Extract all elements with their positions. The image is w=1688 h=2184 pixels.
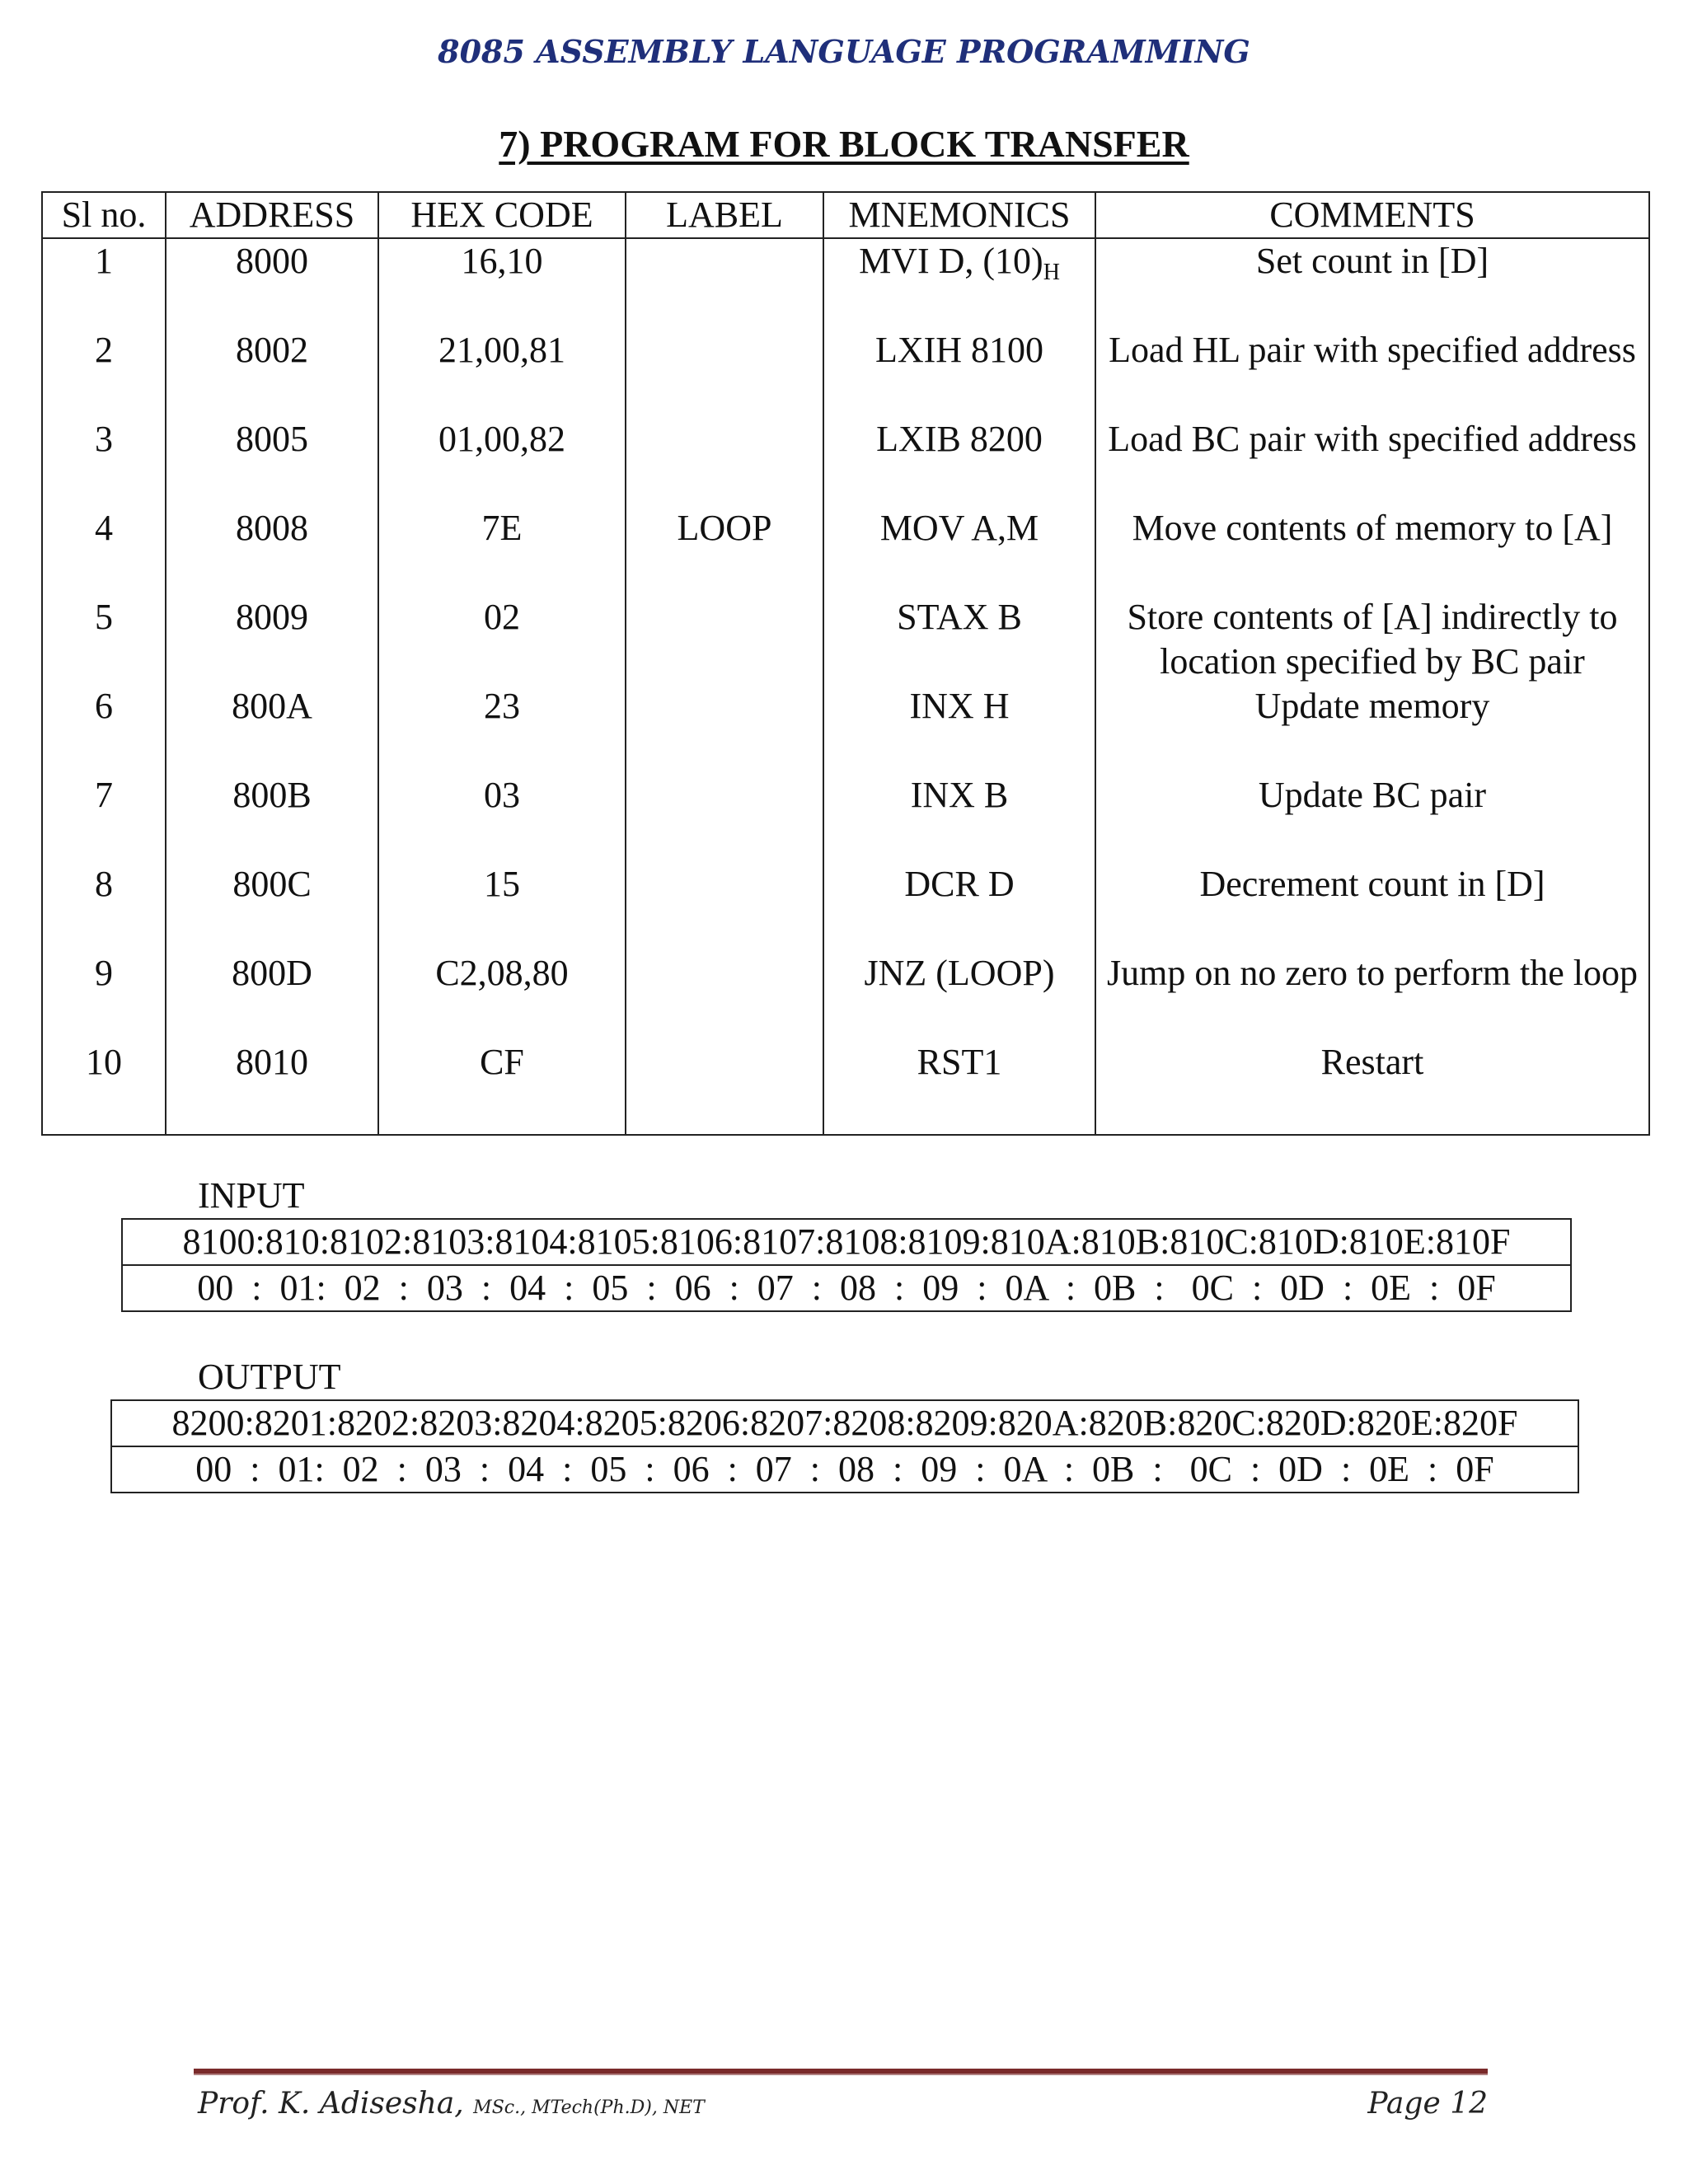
input-memory-box [121,1218,1572,1312]
cell-address: 800D [166,951,378,1040]
cell-hexcode: 03 [378,773,626,862]
cell-address: 8010 [166,1040,378,1135]
table-row [42,773,1649,862]
column-header-comments: COMMENTS [1095,192,1649,238]
column-header-address: ADDRESS [166,192,378,238]
cell-address: 8002 [166,328,378,417]
cell-mnemonic: DCR D [823,862,1095,951]
cell-slno: 4 [42,506,166,595]
cell-hexcode: 01,00,82 [378,417,626,506]
column-header-slno: Sl no. [42,192,166,238]
cell-hexcode: 23 [378,684,626,773]
cell-slno: 2 [42,328,166,417]
input-addresses: 8100:810:8102:8103:8104:8105:8106:8107:8108:8109:810A:810B:810C:810D:810E:810F [182,1221,1511,1262]
cell-slno: 6 [42,684,166,773]
cell-comment: Store contents of [A] indirectly to location specified by BC pair [1095,595,1649,684]
cell-mnemonic: RST1 [823,1040,1095,1135]
author-name: Prof. K. Adisesha, [198,2087,464,2121]
table-row [42,862,1649,951]
cell-hexcode: 15 [378,862,626,951]
cell-slno: 8 [42,862,166,951]
cell-hexcode: CF [378,1040,626,1135]
cell-comment: Decrement count in [D] [1095,862,1649,951]
table-row [42,595,1649,684]
cell-slno: 7 [42,773,166,862]
table-row [42,238,1649,328]
cell-hexcode: 21,00,81 [378,328,626,417]
table-row [42,506,1649,595]
cell-address: 8009 [166,595,378,684]
author-qualifications: MSc., MTech(Ph.D), NET [473,2097,705,2118]
footer-divider [194,2069,1488,2075]
cell-address: 8000 [166,238,378,328]
column-header-label: LABEL [626,192,823,238]
cell-slno: 5 [42,595,166,684]
column-header-hexcode: HEX CODE [378,192,626,238]
cell-address: 8005 [166,417,378,506]
input-values: 00 : 01: 02 : 03 : 04 : 05 : 06 : 07 : 08 : 09 : 0A : 0B : 0C : 0D : 0E : 0F [123,1264,1570,1310]
table-row [42,1040,1649,1135]
cell-address: 800C [166,862,378,951]
cell-mnemonic: JNZ (LOOP) [823,951,1095,1040]
output-label: OUTPUT [198,1357,341,1397]
cell-address: 8008 [166,506,378,595]
program-table [41,191,1650,1136]
cell-comment: Restart [1095,1040,1649,1135]
table-row [42,417,1649,506]
cell-mnemonic [823,238,1095,328]
cell-label [626,1040,823,1135]
cell-label [626,328,823,417]
footer-author [198,2087,705,2121]
cell-slno: 1 [42,238,166,328]
cell-comment: Set count in [D] [1095,238,1649,328]
cell-comment: Update BC pair [1095,773,1649,862]
output-addresses: 8200:8201:8202:8203:8204:8205:8206:8207:8208:8209:820A:820B:820C:820D:820E:820F [171,1403,1518,1443]
page-number: Page 12 [1367,2087,1488,2121]
cell-hexcode: 16,10 [378,238,626,328]
cell-label [626,773,823,862]
table-row [42,328,1649,417]
mnemonic-text: MVI D, (10) [859,241,1043,281]
cell-mnemonic: INX B [823,773,1095,862]
cell-comment: Load BC pair with specified address [1095,417,1649,506]
cell-hexcode: 02 [378,595,626,684]
table-header-row [42,192,1649,238]
mnemonic-subscript: H [1043,260,1060,285]
cell-address: 800A [166,684,378,773]
cell-address: 800B [166,773,378,862]
cell-comment: Load HL pair with specified address [1095,328,1649,417]
cell-label [626,862,823,951]
cell-slno: 10 [42,1040,166,1135]
cell-comment: Move contents of memory to [A] [1095,506,1649,595]
cell-mnemonic: INX H [823,684,1095,773]
cell-slno: 9 [42,951,166,1040]
column-header-mnemonics: MNEMONICS [823,192,1095,238]
output-values: 00 : 01: 02 : 03 : 04 : 05 : 06 : 07 : 08 : 09 : 0A : 0B : 0C : 0D : 0E : 0F [112,1446,1578,1492]
input-label: INPUT [198,1175,305,1216]
table-row [42,951,1649,1040]
cell-label [626,951,823,1040]
program-title: 7) PROGRAM FOR BLOCK TRANSFER [499,123,1189,165]
cell-comment: Update memory [1095,684,1649,773]
cell-mnemonic: MOV A,M [823,506,1095,595]
cell-comment: Jump on no zero to perform the loop [1095,951,1649,1040]
cell-label: LOOP [626,506,823,595]
cell-hexcode: 7E [378,506,626,595]
cell-mnemonic: LXIH 8100 [823,328,1095,417]
cell-label [626,238,823,328]
cell-slno: 3 [42,417,166,506]
cell-mnemonic: LXIB 8200 [823,417,1095,506]
running-header: 8085 ASSEMBLY LANGUAGE PROGRAMMING [438,33,1250,70]
cell-label [626,595,823,684]
cell-label [626,684,823,773]
cell-label [626,417,823,506]
cell-mnemonic: STAX B [823,595,1095,684]
output-memory-box [110,1399,1579,1493]
cell-hexcode: C2,08,80 [378,951,626,1040]
table-row [42,684,1649,773]
